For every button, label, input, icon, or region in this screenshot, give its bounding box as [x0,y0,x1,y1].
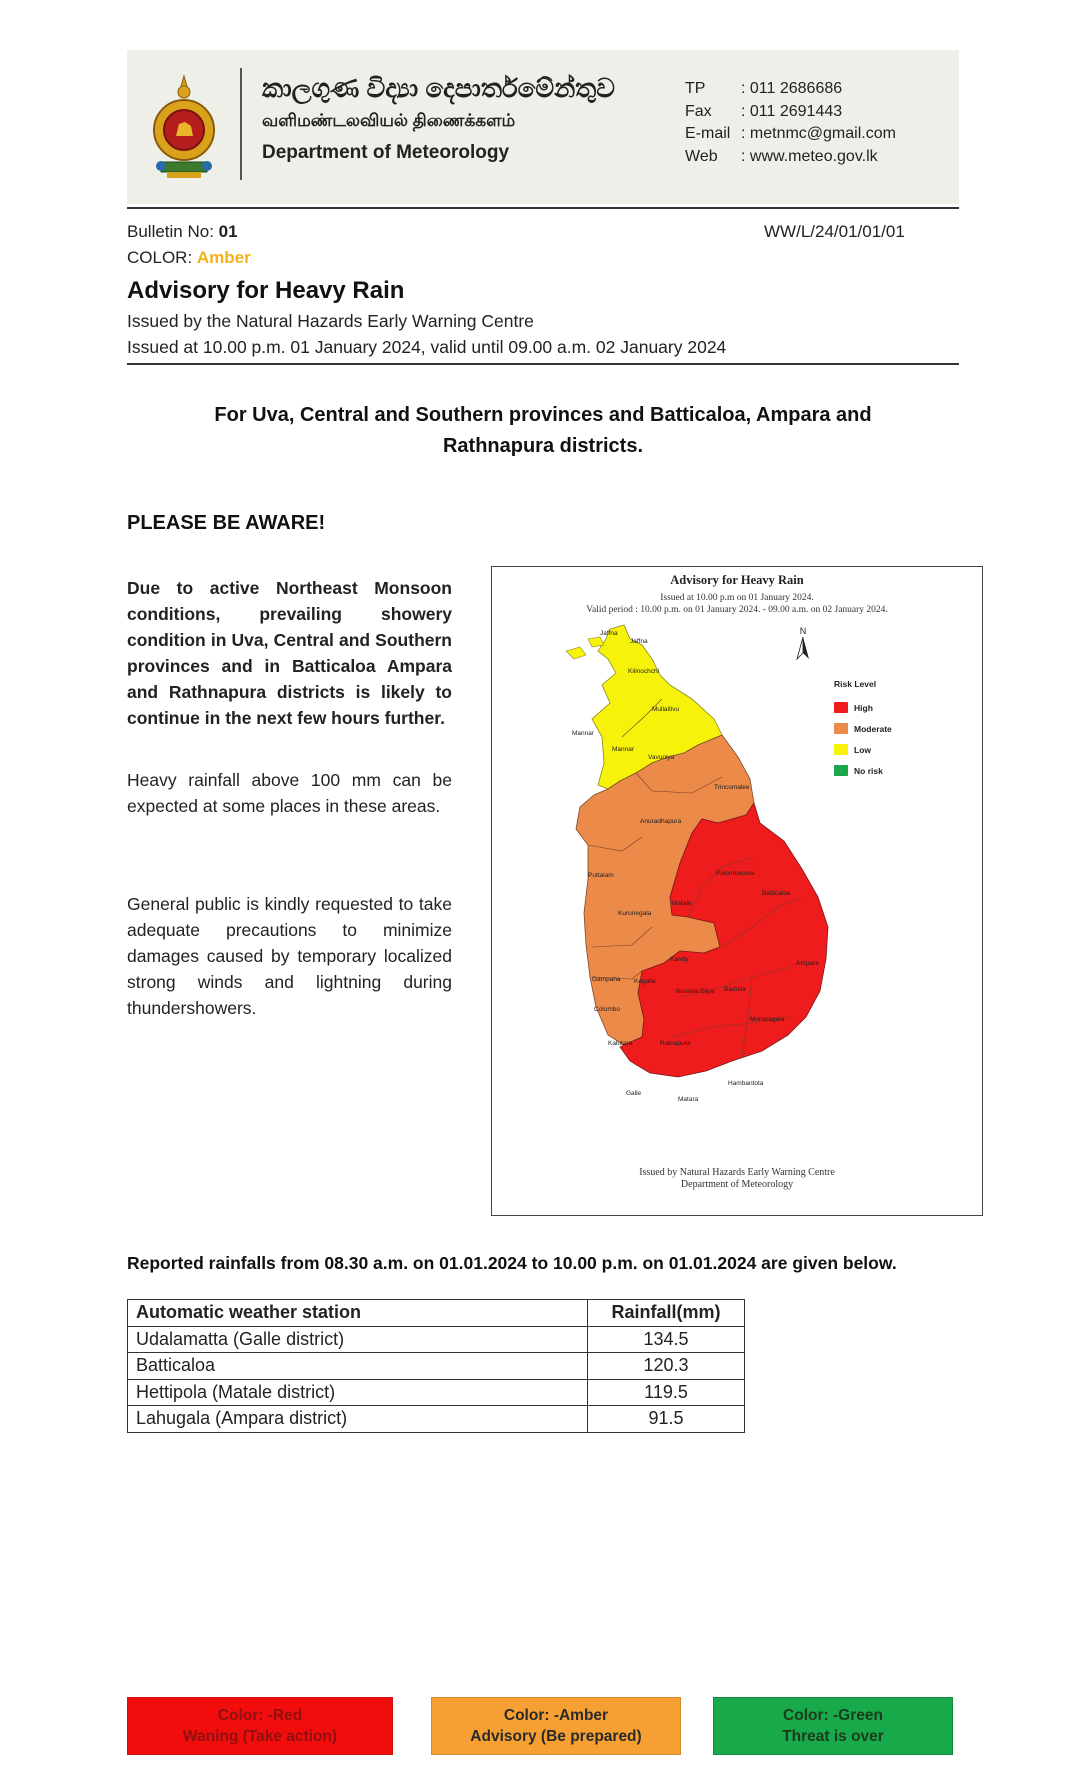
map-valid-period: Valid period : 10.00 p.m. on 01 January 2024. - 09.00 a.m. on 02 January 2024. [586,605,888,615]
rainfall-cell: 91.5 [588,1406,745,1433]
station-cell: Lahugala (Ampara district) [128,1406,588,1433]
organization-name [262,72,615,166]
contact-value: : 011 2686686 [741,80,843,97]
map-footer-line1: Issued by Natural Hazards Early Warning Centre [639,1167,835,1178]
monsoon-paragraph: Due to active Northeast Monsoon conditions, prevailing showery condition in Uva, Central and Southern provinces and in Batticaloa Ampara and Rathnapura districts is likely to continue in the next few hours further. [127,578,452,728]
title-rule [127,363,959,365]
label-kilinochchi: Kilinochchi [628,668,660,675]
label-jaffna: Jaffna [600,630,618,637]
rainfall-cell: 119.5 [588,1379,745,1406]
label-ratnapura: Ratnapura [660,1040,691,1047]
legend-label-low: Low [854,744,871,755]
bulletin-number [127,222,238,242]
label-badulla: Badulla [724,986,746,993]
reported-rainfall-heading: Reported rainfalls from 08.30 a.m. on 01.01.2024 to 10.00 p.m. on 01.01.2024 are given below. [127,1253,897,1273]
letterhead [127,50,959,204]
station-cell: Hettipola (Matale district) [128,1379,588,1406]
table-row [128,1326,745,1353]
north-label: N [799,626,807,636]
color-key-amber-line1: Color: -Amber [503,1707,609,1724]
bulletin-number-value: 01 [218,222,238,241]
contact-value: : 011 2691443 [741,102,843,120]
label-hambantota: Hambantota [728,1080,764,1087]
header-rule [127,207,959,209]
label-kalutara: Kalutara [608,1040,633,1047]
legend-label-high: High [854,702,873,713]
label-galle: Galle [626,1090,642,1097]
legend-swatch-high [834,702,848,713]
org-name-english: Department of Meteorology [262,142,510,163]
label-nuwara-eliya: Nuwara Eliya [676,988,715,995]
station-cell: Batticaloa [128,1353,588,1380]
rainfall-cell: 120.3 [588,1353,745,1380]
label-monaragala: Monaragala [750,1016,785,1023]
contact-website[interactable]: : www.meteo.gov.lk [741,147,878,165]
issued-at: Issued at 10.00 p.m. 01 January 2024, valid until 09.00 a.m. 02 January 2024 [127,337,727,357]
map-legend [834,679,892,781]
risk-map [491,566,983,1216]
contact-email[interactable]: : metnmc@gmail.com [741,125,896,142]
bulletin-number-label: Bulletin No: [127,222,219,241]
affected-areas-line1: For Uva, Central and Southern provinces and Batticaloa, Ampara and [214,404,872,426]
precautions-paragraph: General public is kindly requested to take adequate precautions to minimize damages caused by temporary localized strong winds and lightning during thundershowers. [127,894,452,1018]
map-footer-line2: Department of Meteorology [680,1179,794,1190]
contact-row [685,78,896,101]
org-name-tamil: வளிமண்டலவியல் திணைக்களம் [262,111,516,130]
color-key-amber [431,1697,681,1755]
legend-item-high [834,697,892,718]
label-mannar: Mannar [612,746,635,753]
contact-row [685,123,896,146]
bulletin-color-value: Amber [196,248,251,267]
label-polonnaruwa: Polonnaruwa [716,870,754,877]
legend-item-low [834,739,892,760]
map-title: Advisory for Heavy Rain [670,573,804,587]
color-key-red-line1: Color: -Red [217,1707,303,1724]
issued-by: Issued by the Natural Hazards Early Warning Centre [127,311,534,331]
bulletin-reference: WW/L/24/01/01/01 [764,222,905,241]
legend-item-moderate [834,718,892,739]
label-mannar-coast: Mannar [572,730,595,737]
label-matara: Matara [678,1096,699,1103]
color-key-red-line2: Waning (Take action) [182,1728,338,1745]
column-header-station: Automatic weather station [128,1300,588,1327]
map-issued: Issued at 10.00 p.m on 01 January 2024. [660,593,814,603]
legend-item-no-risk [834,760,892,781]
rainfall-table [127,1299,745,1433]
label-vavuniya: Vavuniya [648,754,675,761]
rainfall-expectation-paragraph: Heavy rainfall above 100 mm can be expected at some places in these areas. [127,770,452,816]
label-kandy: Kandy [670,956,689,963]
legend-heading: Risk Level [834,679,877,689]
rainfall-cell: 134.5 [588,1326,745,1353]
bulletin-title: Advisory for Heavy Rain [127,277,405,304]
region-jaffna-islands [566,637,604,659]
contact-label: Web [685,147,718,165]
table-row [128,1406,745,1433]
sri-lanka-map [492,567,982,1215]
legend-label-no-risk: No risk [854,765,883,776]
color-key-red [127,1697,393,1755]
bulletin-color [127,248,251,268]
label-puttalam: Puttalam [588,872,614,879]
color-key-green-line2: Threat is over [782,1728,884,1745]
table-row [128,1379,745,1406]
color-key-green-line1: Color: -Green [783,1707,883,1724]
header-divider [240,68,242,180]
contact-block [685,78,896,168]
label-gampaha: Gampaha [592,976,621,983]
label-trincomalee: Trincomalee [714,784,750,791]
table-row [128,1353,745,1380]
map-footer [492,1167,982,1191]
affected-areas [127,400,959,462]
sri-lanka-emblem-icon [149,70,219,184]
label-kurunegala: Kurunegala [618,910,652,917]
contact-label: TP [685,80,706,97]
legend-swatch-no-risk [834,765,848,776]
color-key-green [713,1697,953,1755]
label-colombo: Colombo [594,1006,621,1013]
label-mullaitivu: Mullaitivu [652,706,680,713]
legend-swatch-moderate [834,723,848,734]
org-name-sinhala: කාලගුණ විද්‍යා දෙපාර්තමේන්තුව [262,73,615,103]
table-header-row [128,1300,745,1327]
label-anuradhapura: Anuradhapura [640,818,682,825]
column-header-rainfall: Rainfall(mm) [588,1300,745,1327]
label-matale: Matale [672,900,692,907]
contact-row [685,101,896,124]
contact-label: Fax [685,102,712,120]
aware-heading: PLEASE BE AWARE! [127,512,326,534]
bulletin-color-label: COLOR: [127,248,197,267]
contact-row [685,146,896,169]
station-cell: Udalamatta (Galle district) [128,1326,588,1353]
legend-label-moderate: Moderate [854,723,892,734]
legend-swatch-low [834,744,848,755]
label-batticaloa: Batticaloa [762,890,791,897]
contact-label: E-mail [685,125,731,142]
label-ampara: Ampara [796,960,819,967]
label-kegalle: Kegalle [634,978,656,985]
label-jaffna-2: Jaffna [630,638,648,645]
affected-areas-line2: Rathnapura districts. [442,435,644,457]
color-key-amber-line2: Advisory (Be prepared) [470,1728,642,1745]
